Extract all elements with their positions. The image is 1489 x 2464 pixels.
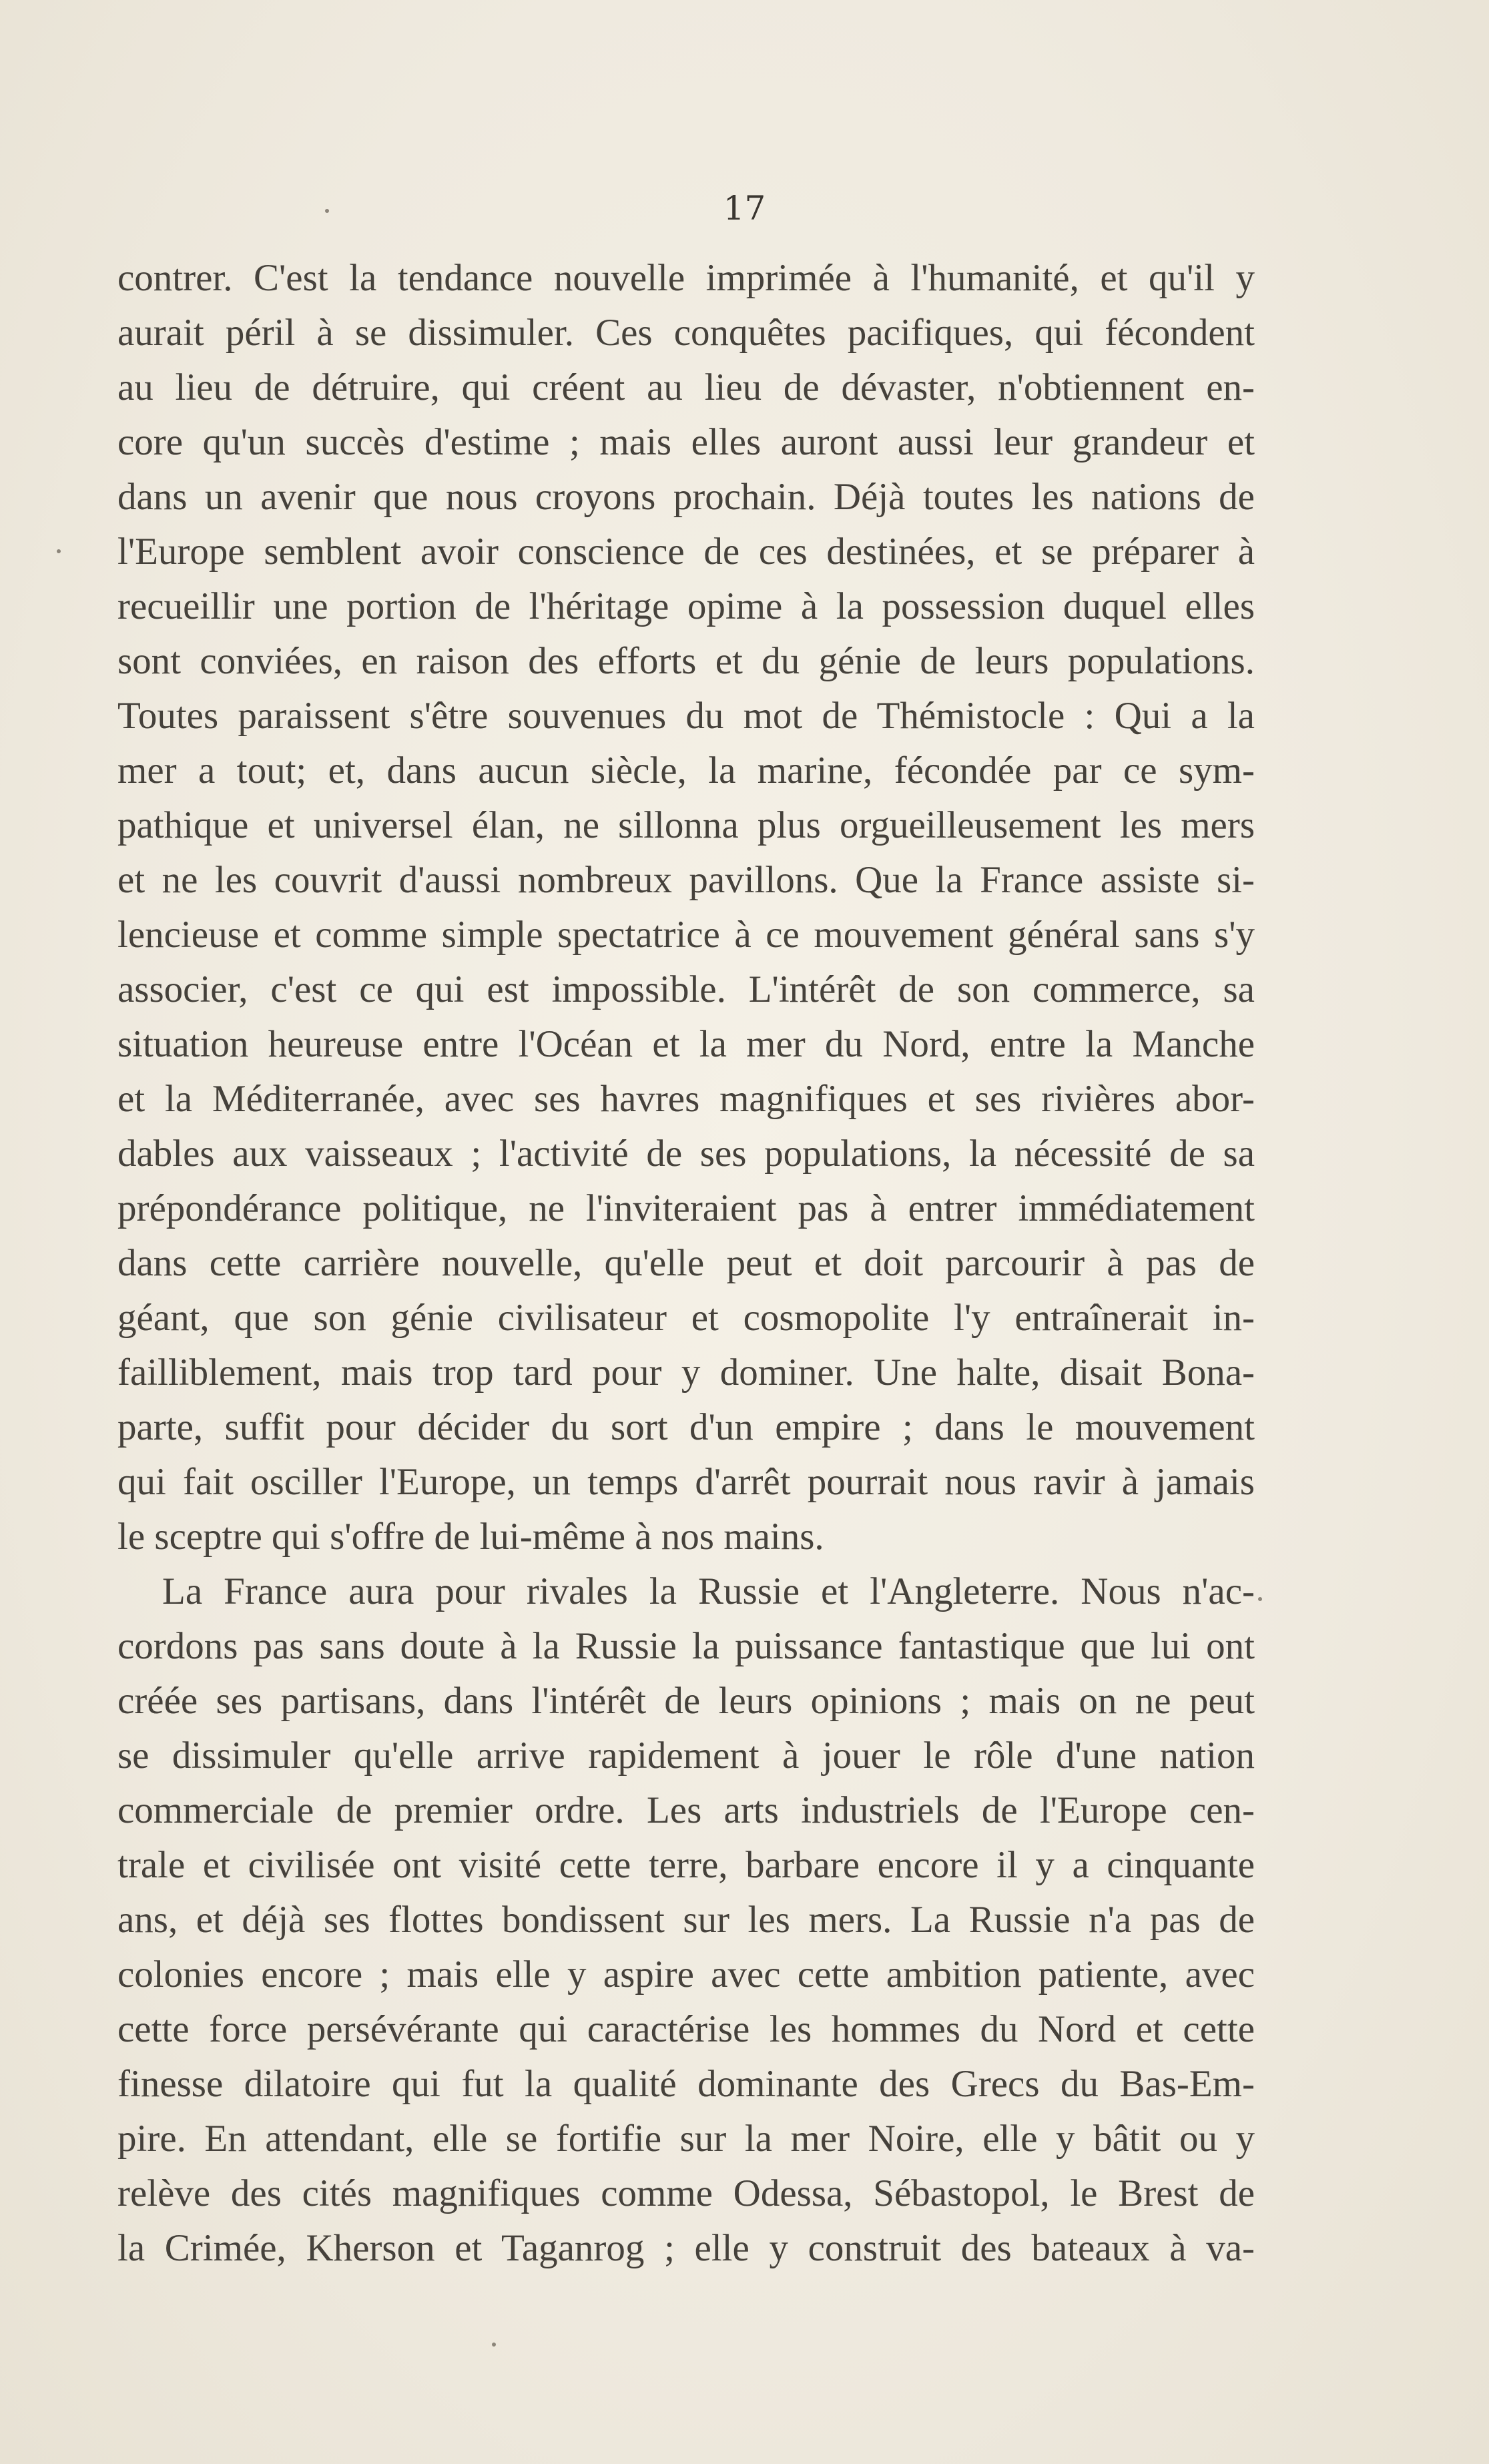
text-line: prépondérance politique, ne l'inviteraient pas à entrer immédiatement [117, 1187, 1255, 1229]
text-line: aurait péril à se dissimuler. Ces conquêtes pacifiques, qui fécondent [117, 312, 1255, 354]
text-line: se dissimuler qu'elle arrive rapidement à jouer le rôle d'une nation [117, 1735, 1255, 1777]
text-line: le sceptre qui s'offre de lui-même à nos mains. [117, 1516, 824, 1558]
text-line: la Crimée, Kherson et Taganrog ; elle y construit des bateaux à va- [117, 2227, 1255, 2269]
paper-speck [492, 2343, 496, 2347]
text-line: qui fait osciller l'Europe, un temps d'arrêt pourrait nous ravir à jamais [117, 1461, 1255, 1503]
paragraph-1 [117, 251, 1255, 1564]
paper-speck [325, 209, 329, 213]
text-line: sont conviées, en raison des efforts et du génie de leurs populations. [117, 640, 1255, 682]
text-line: recueillir une portion de l'héritage opime à la possession duquel elles [117, 585, 1255, 627]
text-line: situation heureuse entre l'Océan et la mer du Nord, entre la Manche [117, 1023, 1255, 1065]
text-line: mer a tout; et, dans aucun siècle, la marine, fécondée par ce sym- [117, 749, 1255, 792]
text-line: finesse dilatoire qui fut la qualité dominante des Grecs du Bas-Em- [117, 2063, 1255, 2105]
text-line: et la Méditerranée, avec ses havres magnifiques et ses rivières abor- [117, 1078, 1255, 1120]
text-line: failliblement, mais trop tard pour y dominer. Une halte, disait Bona- [117, 1351, 1255, 1394]
text-line: lencieuse et comme simple spectatrice à ce mouvement général sans s'y [117, 914, 1255, 956]
paper-speck [1258, 1597, 1262, 1601]
text-line: pire. En attendant, elle se fortifie sur la mer Noire, elle y bâtit ou y [117, 2118, 1255, 2160]
text-line: créée ses partisans, dans l'intérêt de leurs opinions ; mais on ne peut [117, 1680, 1255, 1722]
text-line: associer, c'est ce qui est impossible. L'intérêt de son commerce, sa [117, 968, 1255, 1010]
text-line: commerciale de premier ordre. Les arts industriels de l'Europe cen- [117, 1789, 1255, 1831]
text-line: cordons pas sans doute à la Russie la puissance fantastique que lui ont [117, 1625, 1255, 1667]
text-line: ans, et déjà ses flottes bondissent sur les mers. La Russie n'a pas de [117, 1899, 1255, 1941]
text-line: core qu'un succès d'estime ; mais elles auront aussi leur grandeur et [117, 421, 1255, 463]
text-line: l'Europe semblent avoir conscience de ces destinées, et se préparer à [117, 531, 1255, 573]
text-line: cette force persévérante qui caractérise les hommes du Nord et cette [117, 2008, 1255, 2050]
text-line: parte, suffit pour décider du sort d'un empire ; dans le mouvement [117, 1406, 1255, 1448]
paper-speck [57, 549, 61, 553]
text-line: trale et civilisée ont visité cette terre, barbare encore il y a cinquante [117, 1844, 1255, 1886]
page-number: 17 [723, 189, 766, 228]
text-line: dans cette carrière nouvelle, qu'elle peut et doit parcourir à pas de [117, 1242, 1255, 1284]
text-line: pathique et universel élan, ne sillonna plus orgueilleusement les mers [117, 804, 1255, 846]
body-text [117, 251, 1255, 2276]
text-line: au lieu de détruire, qui créent au lieu de dévaster, n'obtiennent en- [117, 366, 1255, 408]
paragraph-2 [117, 1564, 1255, 2276]
text-line: dables aux vaisseaux ; l'activité de ses populations, la nécessité de sa [117, 1133, 1255, 1175]
text-line: contrer. C'est la tendance nouvelle imprimée à l'humanité, et qu'il y [117, 257, 1255, 299]
text-line: dans un avenir que nous croyons prochain. Déjà toutes les nations de [117, 476, 1255, 518]
text-line: et ne les couvrit d'aussi nombreux pavillons. Que la France assiste si- [117, 859, 1255, 901]
text-line: relève des cités magnifiques comme Odessa, Sébastopol, le Brest de [117, 2172, 1255, 2214]
text-line: Toutes paraissent s'être souvenues du mot de Thémistocle : Qui a la [117, 695, 1255, 737]
text-line: La France aura pour rivales la Russie et l'Angleterre. Nous n'ac- [162, 1570, 1255, 1612]
text-line: géant, que son génie civilisateur et cosmopolite l'y entraînerait in- [117, 1297, 1255, 1339]
text-line: colonies encore ; mais elle y aspire avec cette ambition patiente, avec [117, 1953, 1255, 1995]
